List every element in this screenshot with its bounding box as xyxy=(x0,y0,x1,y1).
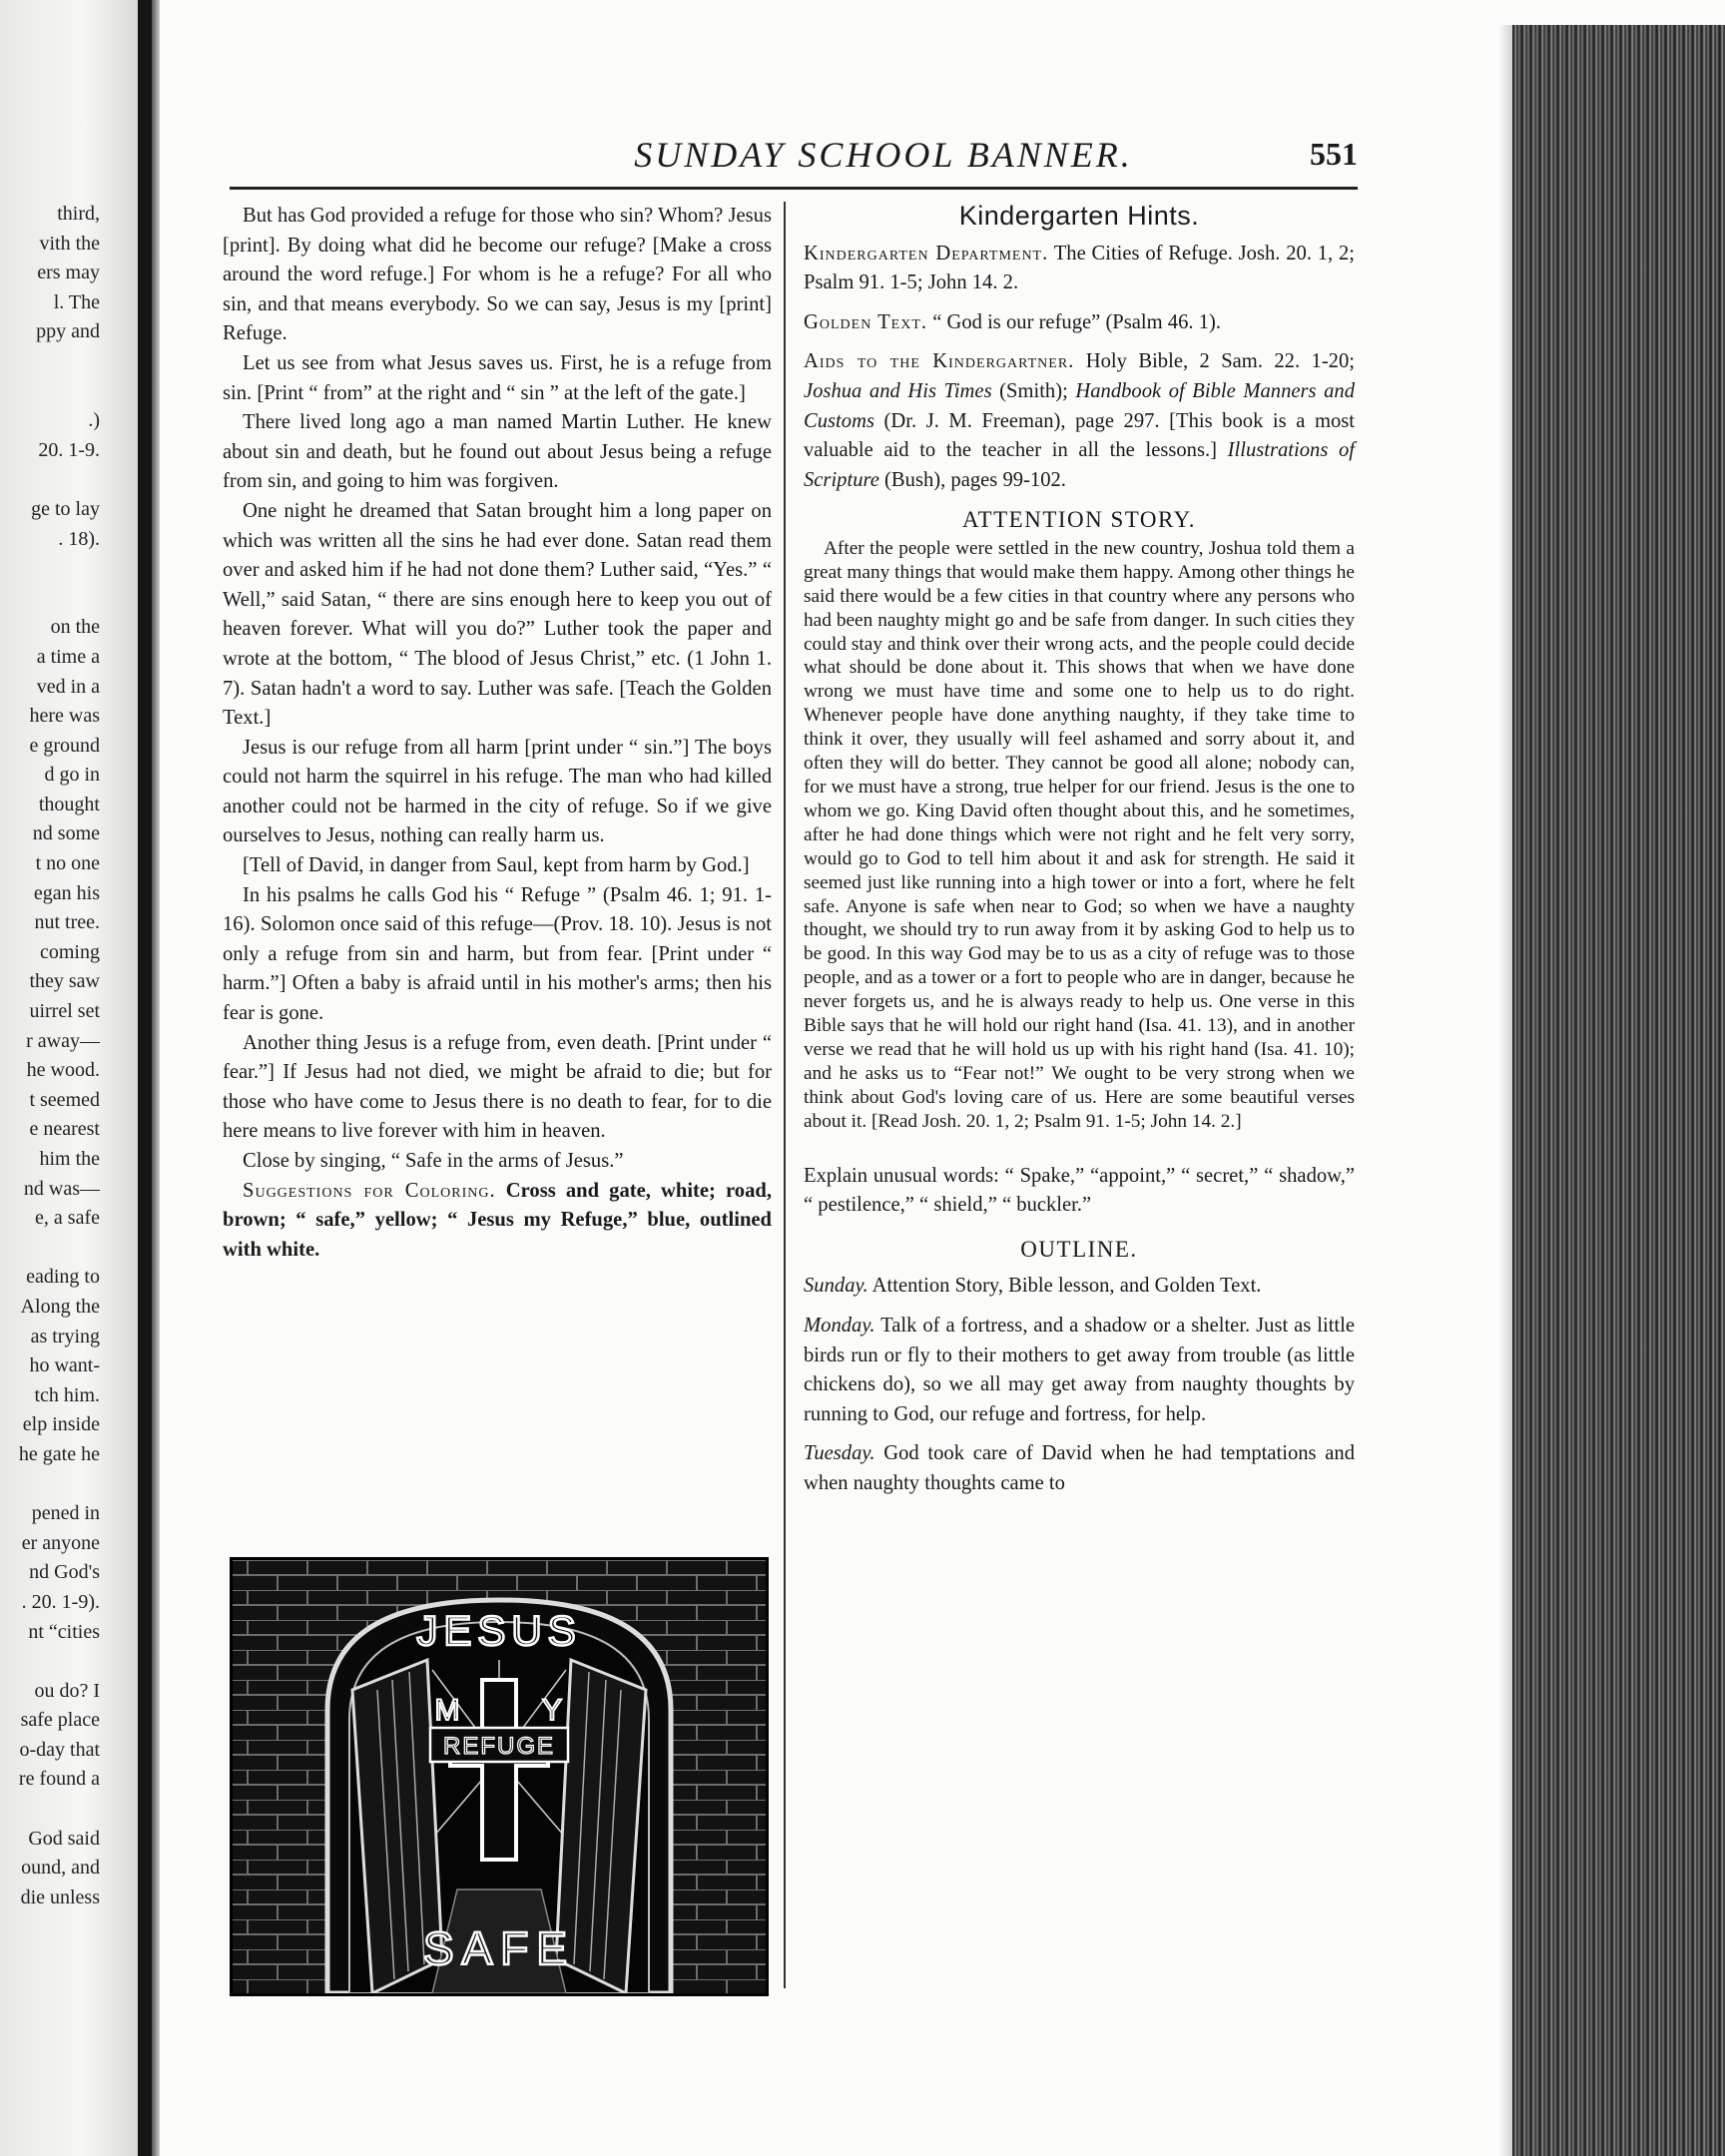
left-page-line xyxy=(0,465,100,495)
explain-words: Explain unusual words: “ Spake,” “appoint,” “ secret,” “ shadow,” “ pestilence,” “ shield,” “ buckler.” xyxy=(804,1164,1355,1217)
paragraph: Close by singing, “ Safe in the arms of Jesus.” xyxy=(243,1150,624,1172)
left-page-line: ou do? I xyxy=(34,1679,100,1702)
letter-m: M xyxy=(434,1694,460,1727)
left-page-line: elp inside xyxy=(22,1413,100,1436)
aids-book-title: Illustrations of Scripture xyxy=(804,439,1356,491)
word-refuge: REFUGE xyxy=(442,1733,556,1760)
left-page-line: vith the xyxy=(39,232,100,255)
left-column xyxy=(223,202,772,1265)
book-spine xyxy=(138,0,152,2156)
left-page-line: pened in xyxy=(31,1502,100,1525)
left-page-line: ge to lay xyxy=(31,497,100,520)
book-page-edges xyxy=(1512,25,1725,2156)
left-page-line: egan his xyxy=(33,881,100,904)
column-divider xyxy=(784,202,786,1988)
paragraph: Let us see from what Jesus saves us. First, he is a refuge from sin. [Print “ from” at the right and “ sin ” at the left of the gate.] xyxy=(223,351,772,404)
section-heading: Kindergarten Hints. xyxy=(958,201,1200,231)
department-line xyxy=(804,240,1355,298)
left-page-line: nd was— xyxy=(23,1177,100,1200)
left-page-line xyxy=(0,1647,100,1677)
left-page-line: God said xyxy=(28,1827,100,1850)
outline-monday xyxy=(804,1312,1355,1429)
left-page-line: on the xyxy=(50,616,100,639)
left-page-line: r away— xyxy=(26,1029,100,1052)
department-text: The Cities of Refuge. Josh. 20. 1, 2; Psalm 91. 1-5; John 14. 2. xyxy=(804,242,1355,294)
left-page-line: e ground xyxy=(29,734,100,757)
outline-sunday xyxy=(804,1272,1355,1302)
aids-text: (Dr. J. M. Freeman), page 297. [This book is a most valuable aid to the teacher in all the lessons.] xyxy=(804,409,1355,462)
left-page-line: t no one xyxy=(35,852,100,875)
left-page-line: re found a xyxy=(18,1768,100,1791)
left-page-line: ved in a xyxy=(36,675,100,698)
left-page-line: ers may xyxy=(37,262,100,284)
left-page-line: eading to xyxy=(26,1266,100,1289)
left-page-line: here was xyxy=(29,705,100,728)
day-label: Monday. xyxy=(804,1314,875,1337)
left-page-line: .) xyxy=(88,409,100,432)
left-page-line: ho want- xyxy=(29,1354,100,1377)
running-header xyxy=(230,130,1358,190)
aids-line xyxy=(804,347,1355,495)
left-page-line xyxy=(0,584,100,614)
left-page-line: uirrel set xyxy=(29,1000,100,1023)
left-page-line: a time a xyxy=(36,645,100,668)
left-page-line: e nearest xyxy=(29,1118,100,1141)
outline-title: OUTLINE. xyxy=(1020,1236,1138,1262)
left-page-line: as trying xyxy=(30,1325,100,1348)
left-page-line: nut tree. xyxy=(34,911,100,934)
word-jesus: JESUS xyxy=(416,1607,582,1654)
left-page-line: nd some xyxy=(32,822,100,845)
left-page-line xyxy=(0,554,100,584)
running-title: SUNDAY SCHOOL BANNER. xyxy=(634,135,1133,175)
paragraph: But has God provided a refuge for those who sin? Whom? Jesus [print]. By doing what did he become our refuge? [Make a cross around the word refuge.] For whom is he a refuge? For all who sin, and that means everybody. So we can say, Jesus is my [print] Refuge. xyxy=(223,205,772,345)
coloring-text: Cross and gate, white; road, brown; “ safe,” yellow; “ Jesus my Refuge,” blue, outlined with white. xyxy=(223,1179,772,1261)
department-label: Kindergarten Department. xyxy=(804,242,1049,265)
left-page-line: . 18). xyxy=(58,527,100,550)
left-page-line xyxy=(0,1470,100,1500)
left-page-fragment xyxy=(0,200,100,2076)
left-page-line: d go in xyxy=(44,764,100,787)
letter-y: Y xyxy=(541,1694,563,1727)
page-number: 551 xyxy=(1310,136,1358,172)
attention-story-title: ATTENTION STORY. xyxy=(962,507,1196,533)
day-text: Talk of a fortress, and a shadow or a shelter. Just as little birds run or fly to their mothers to get away from trouble (as little chickens do), so we all may get away from naughty thoughts by running to God, our refuge and fortress, for help. xyxy=(804,1314,1356,1425)
left-page-line: o-day that xyxy=(19,1738,100,1761)
left-page-line: tch him. xyxy=(34,1383,100,1406)
gate-drawing xyxy=(233,1560,766,1993)
aids-label: Aids to the Kindergartner. xyxy=(804,350,1075,373)
left-page-line: l. The xyxy=(53,290,100,313)
left-page-line: die unless xyxy=(20,1886,100,1908)
refuge-gate-illustration xyxy=(230,1557,769,1996)
coloring-suggestions xyxy=(223,1177,772,1266)
left-page-line xyxy=(0,1234,100,1264)
left-page-line: ppy and xyxy=(36,320,100,343)
left-page-line: e, a safe xyxy=(35,1207,100,1230)
left-page-line: safe place xyxy=(20,1709,100,1732)
day-label: Tuesday. xyxy=(804,1442,875,1465)
coloring-label: Suggestions for Coloring. xyxy=(243,1179,496,1202)
paragraph: Jesus is our refuge from all harm [print under “ sin.”] The boys could not harm the squirrel in his refuge. The man who had killed another could not be harmed in the city of refuge. So if we give ourselves to Jesus, nothing can really harm us. xyxy=(223,736,772,847)
aids-text: (Smith); xyxy=(999,379,1068,402)
paragraph: There lived long ago a man named Martin Luther. He knew about sin and death, but he found out about Jesus being a refuge from sin, and going to him was forgiven. xyxy=(223,411,772,493)
aids-text: Holy Bible, 2 Sam. 22. 1-20; xyxy=(1085,350,1355,373)
left-page-line: 20. 1-9. xyxy=(38,438,100,461)
left-page-line: nd God's xyxy=(29,1561,100,1584)
left-page-line: they saw xyxy=(29,970,100,993)
day-text: God took care of David when he had temptations and when naughty thoughts came to xyxy=(804,1442,1355,1494)
left-page-line: thought xyxy=(38,793,100,815)
attention-story: After the people were settled in the new country, Joshua told them a great many things that would make them happy. Among other things he said there would be a few cities in that country where any persons who had been naughty might go and be safe from danger. In such cities they could stay and think over their wrong acts, and the people could decide what should be done about it. This shows that when we have done wrong we must have time and some one to help us to do right. Whenever people have done anything naughty, if they take time to think it over, they usually will feel ashamed and sorry about it, and often they will do better. They cannot be good all alone; nobody can, for we must have a strong, true helper for our friend. Jesus is the one to whom we go. King David often thought about this, and he sometimes, after he had done things which were not right and he felt very sorry, would go to God to tell him about it and ask for strength. He said it seemed just like running into a high tower or into a fort, where he felt safe. Anyone is safe when near to God; so when we have a naughty thought, we should try to run away from it by asking God to help us to be good. In this way God may be to us as a city of refuge was to those people, and as a tower or a fort to people who are in danger, because he never forgets us, and he is always ready to help us. One verse in this Bible says that he will hold our right hand (Isa. 41. 13), and in another verse we read that he will hold us up with his right hand (Isa. 41. 10); and he asks us to “Fear not!” We ought to be very strong when we think about God's loving care of us. Here are some beautiful verses about it. [Read Josh. 20. 1, 2; Psalm 91. 1-5; John 14. 2.] xyxy=(804,537,1355,1132)
book-spine-shadow xyxy=(152,0,160,2156)
day-label: Sunday. xyxy=(804,1275,868,1298)
left-page-line: coming xyxy=(40,940,100,963)
paragraph: In his psalms he calls God his “ Refuge ” (Psalm 46. 1; 91. 1-16). Solomon once said of this refuge—(Prov. 18. 10). Jesus is not only a refuge from sin and harm, but from fear. [Print under “ harm.”] Often a baby is afraid until in his mother's arms; then his fear is gone. xyxy=(223,883,772,1025)
outline-tuesday xyxy=(804,1439,1355,1498)
left-page-line: he gate he xyxy=(18,1442,100,1465)
left-page-line: er anyone xyxy=(21,1531,100,1554)
left-page-line: third, xyxy=(57,203,100,225)
left-page-line: ound, and xyxy=(21,1857,100,1880)
header-rule xyxy=(230,187,1358,190)
left-page-line xyxy=(0,347,100,377)
paragraph: One night he dreamed that Satan brought him a long paper on which was written all the sins he had ever done. Satan read them over and asked him if he had not done them? Luther said, “Yes.” “ Well,” said Satan, “ there are sins enough here to keep you out of heaven forever. What will you do?” Luther took the paper and wrote at the bottom, “ The blood of Jesus Christ,” etc. (1 John 1. 7). Satan hadn't a word to say. Luther was safe. [Teach the Golden Text.] xyxy=(223,499,772,730)
golden-text-line xyxy=(804,308,1355,338)
left-page-line: him the xyxy=(39,1148,100,1170)
left-page-line: he wood. xyxy=(26,1059,100,1082)
day-text: Attention Story, Bible lesson, and Golden Text. xyxy=(871,1275,1262,1298)
left-page-line: nt “cities xyxy=(28,1620,100,1643)
golden-text: “ God is our refuge” (Psalm 46. 1). xyxy=(932,310,1222,333)
aids-text: (Bush), pages 99-102. xyxy=(884,468,1066,491)
right-column xyxy=(804,202,1355,1509)
left-page-line: Along the xyxy=(20,1295,100,1318)
golden-text-label: Golden Text. xyxy=(804,310,928,333)
aids-book-title: Joshua and His Times xyxy=(804,379,992,402)
left-page-line: t seemed xyxy=(29,1088,100,1111)
paragraph: [Tell of David, in danger from Saul, kept from harm by God.] xyxy=(243,854,750,877)
word-safe: SAFE xyxy=(422,1922,576,1974)
aids-book-title: Handbook of Bible Manners and Customs xyxy=(804,379,1355,432)
paragraph: Another thing Jesus is a refuge from, even death. [Print under “ fear.”] If Jesus had not died, we might be afraid to die; but for those who have come to Jesus there is no death to fear, for to die here means to live forever with him in heaven. xyxy=(223,1031,772,1143)
left-page-line xyxy=(0,377,100,407)
left-page-line: . 20. 1-9). xyxy=(21,1590,100,1613)
left-page-line xyxy=(0,1795,100,1825)
